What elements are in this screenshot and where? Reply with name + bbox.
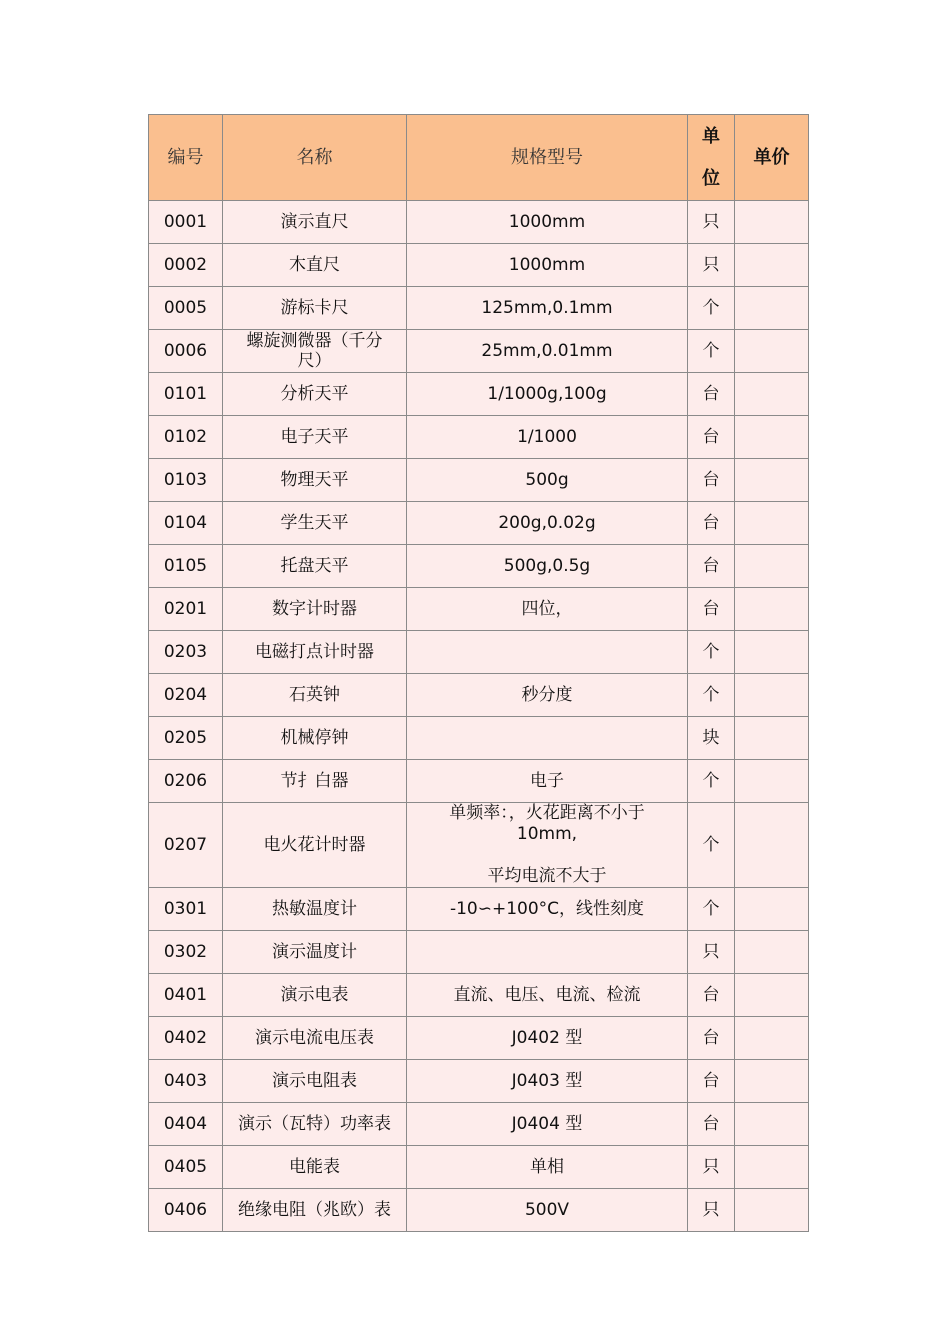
table-row xyxy=(149,1146,809,1189)
cell-name: 演示电流电压表 xyxy=(223,1017,407,1060)
cell-spec: 直流、电压、电流、检流 xyxy=(407,974,688,1017)
cell-price xyxy=(735,717,809,760)
table-row xyxy=(149,244,809,287)
table-row xyxy=(149,330,809,373)
cell-id: 0002 xyxy=(149,244,223,287)
cell-unit: 个 xyxy=(688,330,735,373)
cell-price xyxy=(735,287,809,330)
cell-price xyxy=(735,674,809,717)
cell-id: 0102 xyxy=(149,416,223,459)
cell-spec xyxy=(407,717,688,760)
header-unit: 单位 xyxy=(688,115,735,201)
cell-id: 0406 xyxy=(149,1189,223,1232)
cell-name: 电能表 xyxy=(223,1146,407,1189)
cell-price xyxy=(735,244,809,287)
table-row xyxy=(149,373,809,416)
cell-name: 物理天平 xyxy=(223,459,407,502)
cell-price xyxy=(735,1146,809,1189)
cell-name: 螺旋测微器（千分尺） xyxy=(223,330,407,373)
cell-id: 0005 xyxy=(149,287,223,330)
cell-name: 演示（瓦特）功率表 xyxy=(223,1103,407,1146)
cell-price xyxy=(735,974,809,1017)
cell-id: 0206 xyxy=(149,760,223,803)
cell-name: 托盘天平 xyxy=(223,545,407,588)
cell-price xyxy=(735,545,809,588)
equipment-table xyxy=(148,114,809,1232)
table-row xyxy=(149,931,809,974)
table-row xyxy=(149,416,809,459)
cell-price xyxy=(735,588,809,631)
cell-name: 电火花计时器 xyxy=(223,803,407,888)
cell-spec: 25mm,0.01mm xyxy=(407,330,688,373)
cell-spec xyxy=(407,803,688,888)
table-row xyxy=(149,1189,809,1232)
table-row xyxy=(149,631,809,674)
cell-spec: 500g,0.5g xyxy=(407,545,688,588)
cell-name: 木直尺 xyxy=(223,244,407,287)
cell-name: 数字计时器 xyxy=(223,588,407,631)
cell-spec: J0402 型 xyxy=(407,1017,688,1060)
cell-unit: 个 xyxy=(688,760,735,803)
cell-id: 0402 xyxy=(149,1017,223,1060)
cell-unit: 台 xyxy=(688,974,735,1017)
cell-id: 0401 xyxy=(149,974,223,1017)
cell-name: 热敏温度计 xyxy=(223,888,407,931)
table-row xyxy=(149,1103,809,1146)
spec-line: 单频率：，火花距离不小于 xyxy=(449,803,645,823)
cell-price xyxy=(735,1060,809,1103)
spec-line: 平均电流不大于 xyxy=(487,866,607,886)
cell-unit: 个 xyxy=(688,803,735,888)
cell-id: 0006 xyxy=(149,330,223,373)
table-row xyxy=(149,502,809,545)
cell-unit: 台 xyxy=(688,373,735,416)
cell-unit: 台 xyxy=(688,545,735,588)
header-row xyxy=(149,115,809,201)
table-row xyxy=(149,803,809,888)
table-row xyxy=(149,1017,809,1060)
cell-price xyxy=(735,330,809,373)
cell-unit: 台 xyxy=(688,502,735,545)
table-row xyxy=(149,1060,809,1103)
cell-price xyxy=(735,1103,809,1146)
table-row xyxy=(149,974,809,1017)
cell-price xyxy=(735,1017,809,1060)
cell-unit: 台 xyxy=(688,459,735,502)
cell-id: 0301 xyxy=(149,888,223,931)
cell-price xyxy=(735,631,809,674)
cell-spec: 500g xyxy=(407,459,688,502)
cell-price xyxy=(735,416,809,459)
cell-id: 0404 xyxy=(149,1103,223,1146)
cell-id: 0105 xyxy=(149,545,223,588)
cell-id: 0405 xyxy=(149,1146,223,1189)
cell-name: 演示电阻表 xyxy=(223,1060,407,1103)
cell-id: 0302 xyxy=(149,931,223,974)
cell-spec: 1000mm xyxy=(407,244,688,287)
cell-spec: 200g,0.02g xyxy=(407,502,688,545)
cell-name: 机械停钟 xyxy=(223,717,407,760)
cell-spec: 125mm,0.1mm xyxy=(407,287,688,330)
cell-price xyxy=(735,1189,809,1232)
cell-price xyxy=(735,803,809,888)
cell-name: 游标卡尺 xyxy=(223,287,407,330)
cell-spec xyxy=(407,931,688,974)
cell-name: 电磁打点计时器 xyxy=(223,631,407,674)
cell-id: 0104 xyxy=(149,502,223,545)
table-row xyxy=(149,717,809,760)
cell-price xyxy=(735,459,809,502)
spec-line: 10mm, xyxy=(516,824,578,844)
header-spec: 规格型号 xyxy=(407,115,688,201)
cell-id: 0205 xyxy=(149,717,223,760)
header-price: 单价 xyxy=(735,115,809,201)
cell-spec: 1/1000 xyxy=(407,416,688,459)
cell-name: 学生天平 xyxy=(223,502,407,545)
cell-price xyxy=(735,201,809,244)
cell-id: 0403 xyxy=(149,1060,223,1103)
cell-unit: 台 xyxy=(688,588,735,631)
table-row xyxy=(149,888,809,931)
table-row xyxy=(149,287,809,330)
cell-price xyxy=(735,931,809,974)
cell-name: 绝缘电阻（兆欧）表 xyxy=(223,1189,407,1232)
cell-name: 石英钟 xyxy=(223,674,407,717)
cell-id: 0203 xyxy=(149,631,223,674)
cell-name: 电子天平 xyxy=(223,416,407,459)
table-row xyxy=(149,545,809,588)
cell-spec xyxy=(407,631,688,674)
header-id: 编号 xyxy=(149,115,223,201)
cell-unit: 只 xyxy=(688,1189,735,1232)
cell-spec: 1/1000g,100g xyxy=(407,373,688,416)
cell-unit: 台 xyxy=(688,1017,735,1060)
cell-unit: 只 xyxy=(688,931,735,974)
cell-name: 分析天平 xyxy=(223,373,407,416)
cell-spec: 电子 xyxy=(407,760,688,803)
table-row xyxy=(149,201,809,244)
cell-unit: 个 xyxy=(688,287,735,330)
cell-name: 节扌白器 xyxy=(223,760,407,803)
cell-name: 演示直尺 xyxy=(223,201,407,244)
cell-name: 演示温度计 xyxy=(223,931,407,974)
cell-id: 0204 xyxy=(149,674,223,717)
cell-spec: 四位， xyxy=(407,588,688,631)
cell-spec: -10∽+100°C，线性刻度 xyxy=(407,888,688,931)
cell-unit: 个 xyxy=(688,631,735,674)
cell-spec: J0404 型 xyxy=(407,1103,688,1146)
cell-price xyxy=(735,760,809,803)
cell-price xyxy=(735,502,809,545)
cell-spec: J0403 型 xyxy=(407,1060,688,1103)
cell-unit: 台 xyxy=(688,1103,735,1146)
cell-unit: 个 xyxy=(688,674,735,717)
cell-name: 演示电表 xyxy=(223,974,407,1017)
cell-id: 0101 xyxy=(149,373,223,416)
cell-spec: 500V xyxy=(407,1189,688,1232)
cell-price xyxy=(735,888,809,931)
cell-unit: 只 xyxy=(688,244,735,287)
cell-unit: 只 xyxy=(688,1146,735,1189)
cell-id: 0001 xyxy=(149,201,223,244)
cell-spec: 秒分度 xyxy=(407,674,688,717)
cell-unit: 块 xyxy=(688,717,735,760)
table-row xyxy=(149,760,809,803)
cell-id: 0201 xyxy=(149,588,223,631)
cell-unit: 台 xyxy=(688,416,735,459)
cell-price xyxy=(735,373,809,416)
cell-id: 0207 xyxy=(149,803,223,888)
cell-unit: 只 xyxy=(688,201,735,244)
header-name: 名称 xyxy=(223,115,407,201)
table-row xyxy=(149,674,809,717)
table-row xyxy=(149,588,809,631)
cell-unit: 台 xyxy=(688,1060,735,1103)
cell-id: 0103 xyxy=(149,459,223,502)
cell-spec: 1000mm xyxy=(407,201,688,244)
table-row xyxy=(149,459,809,502)
cell-unit: 个 xyxy=(688,888,735,931)
cell-spec: 单相 xyxy=(407,1146,688,1189)
